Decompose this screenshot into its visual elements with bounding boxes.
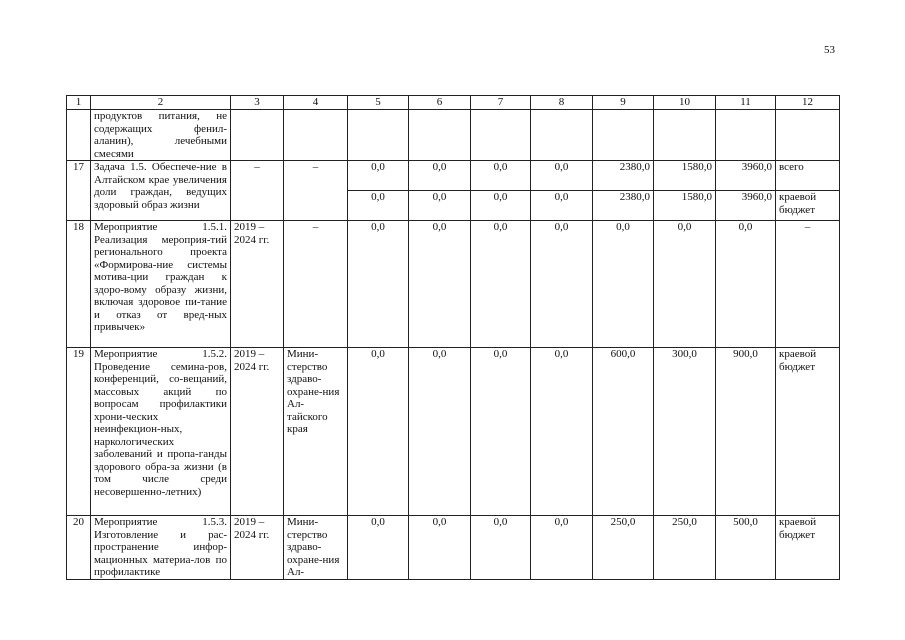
value-col10: 250,0 (654, 516, 716, 580)
value-col5: 0,0 (348, 516, 409, 580)
col-header: 11 (716, 96, 776, 110)
value-col9: 600,0 (593, 348, 654, 516)
value-col7: 0,0 (471, 161, 531, 191)
value-col5: 0,0 (348, 191, 409, 221)
col-header: 10 (654, 96, 716, 110)
executor: Мини-стерство здраво-охране-ния Ал- (284, 516, 348, 580)
period: 2019 – 2024 гг. (231, 221, 284, 348)
value-col9: 0,0 (593, 221, 654, 348)
col-header: 5 (348, 96, 409, 110)
value-col10: 0,0 (654, 221, 716, 348)
period: – (231, 161, 284, 221)
col-header: 4 (284, 96, 348, 110)
value-col7: 0,0 (471, 221, 531, 348)
measure-name: Мероприятие 1.5.1. Реализация мероприя-тий регионального проекта «Формирова-ние системы мотива-ции граждан к здоро-вому образу жизни, включая здоровое пи-тание и отказ от вред-ных привычек» (91, 221, 231, 348)
value-col8: 0,0 (531, 516, 593, 580)
executor: – (284, 221, 348, 348)
funding-source: всего (776, 161, 840, 191)
measure-name: Мероприятие 1.5.2. Проведение семина-ров, конференций, со-вещаний, массовых акций по вопросам профилактики хрони-ческих неинфекцион-ных, наркологических заболеваний и пропа-ганды здорового обра-за жизни (в том числе среди несовершенно-летних) (91, 348, 231, 516)
value-col7: 0,0 (471, 516, 531, 580)
value-col10: 300,0 (654, 348, 716, 516)
measure-name: продуктов питания, не содержащих фенил-аланин), лечебными смесями (91, 110, 231, 161)
value-col6: 0,0 (409, 348, 471, 516)
value-col11: 900,0 (716, 348, 776, 516)
col-header: 2 (91, 96, 231, 110)
value-col6: 0,0 (409, 161, 471, 191)
value-col8: 0,0 (531, 221, 593, 348)
value-col5: 0,0 (348, 348, 409, 516)
funding-source: краевой бюджет (776, 348, 840, 516)
value-col10: 1580,0 (654, 191, 716, 221)
col-header: 7 (471, 96, 531, 110)
row-number: 20 (67, 516, 91, 580)
value-col5: 0,0 (348, 221, 409, 348)
table-row (67, 516, 840, 580)
table-row (67, 221, 840, 348)
period: 2019 – 2024 гг. (231, 516, 284, 580)
row-number: 19 (67, 348, 91, 516)
measure-name: Задача 1.5. Обеспече-ние в Алтайском крае увеличения доли граждан, ведущих здоровый образ жизни (91, 161, 231, 221)
value-col11: 0,0 (716, 221, 776, 348)
value-col11: 3960,0 (716, 161, 776, 191)
value-col8: 0,0 (531, 348, 593, 516)
executor: Мини-стерство здраво-охране-ния Ал-тайского края (284, 348, 348, 516)
col-header: 3 (231, 96, 284, 110)
value-col7: 0,0 (471, 348, 531, 516)
value-col9: 250,0 (593, 516, 654, 580)
page-number: 53 (824, 44, 835, 56)
value-col6: 0,0 (409, 221, 471, 348)
row-number: 17 (67, 161, 91, 221)
row-number: 18 (67, 221, 91, 348)
value-col5: 0,0 (348, 161, 409, 191)
funding-source: краевой бюджет (776, 191, 840, 221)
table-row (67, 348, 840, 516)
value-col8: 0,0 (531, 161, 593, 191)
header-row (67, 96, 840, 110)
value-col11: 3960,0 (716, 191, 776, 221)
value-col6: 0,0 (409, 191, 471, 221)
table-row (67, 161, 840, 191)
funding-source: – (776, 221, 840, 348)
col-header: 8 (531, 96, 593, 110)
col-header: 12 (776, 96, 840, 110)
col-header: 6 (409, 96, 471, 110)
col-header: 1 (67, 96, 91, 110)
period: 2019 – 2024 гг. (231, 348, 284, 516)
value-col6: 0,0 (409, 516, 471, 580)
measure-name: Мероприятие 1.5.3. Изготовление и рас-пространение инфор-мационных материа-лов по профилактике (91, 516, 231, 580)
col-header: 9 (593, 96, 654, 110)
value-col8: 0,0 (531, 191, 593, 221)
program-table (66, 95, 840, 580)
value-col9: 2380,0 (593, 191, 654, 221)
value-col11: 500,0 (716, 516, 776, 580)
funding-source: краевой бюджет (776, 516, 840, 580)
value-col7: 0,0 (471, 191, 531, 221)
executor: – (284, 161, 348, 221)
table-row-continuation (67, 110, 840, 161)
value-col10: 1580,0 (654, 161, 716, 191)
value-col9: 2380,0 (593, 161, 654, 191)
